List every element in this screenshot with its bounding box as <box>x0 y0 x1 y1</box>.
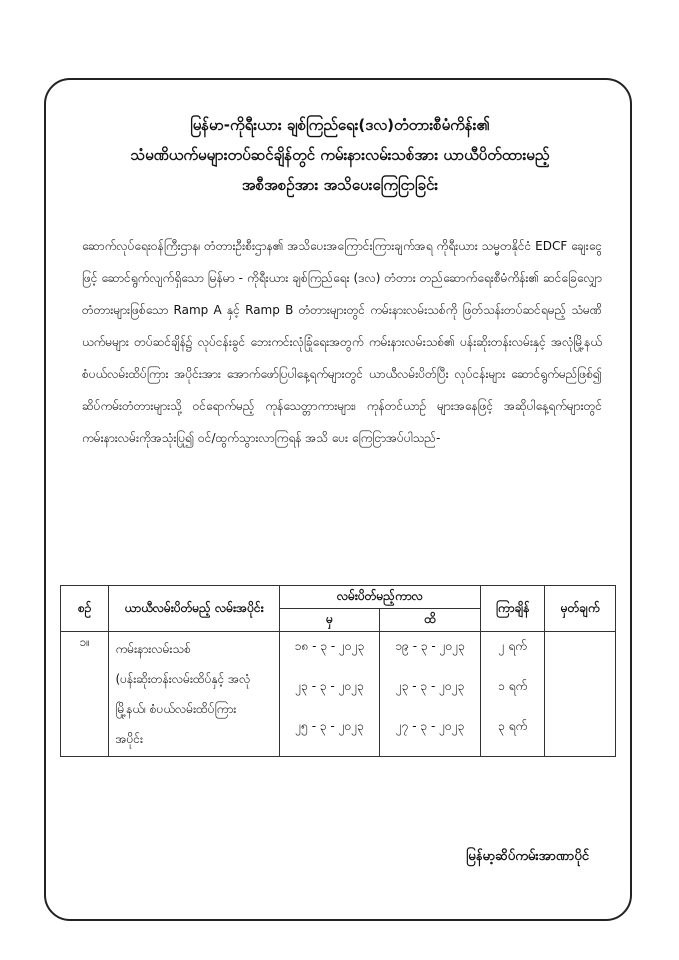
header-from: မှ <box>279 609 380 632</box>
area-line: အပိုင်း <box>115 732 144 746</box>
header-to: ထိ <box>380 609 481 632</box>
issuer-signature: မြန်မာ့ဆိပ်ကမ်းအာဏာပိုင် <box>466 849 589 864</box>
header-remarks: မှတ်ချက် <box>545 586 616 632</box>
area-line: (ပန်းဆိုးတန်းလမ်းထိပ်နှင့် အလုံ <box>115 672 251 686</box>
header-period: လမ်းပိတ်မည့်ကာလ <box>279 586 480 609</box>
to-date: ၂၃ - ၃ - ၂၀၂၃ <box>395 679 465 693</box>
duration: ၁ ရက် <box>498 679 528 693</box>
title-line-1: မြန်မာ-ကိုရီးယား ချစ်ကြည်ရေး(ဒလ)တံတားစီမံကိန်း၏ <box>190 116 490 134</box>
to-date: ၂၇ - ၃ - ၂၀၂၃ <box>395 719 465 733</box>
row-remarks <box>545 632 616 757</box>
header-duration: ကြာချိန် <box>480 586 544 632</box>
row-from-dates <box>279 632 380 757</box>
from-date: ၁၈ - ၃ - ၂၀၂၃ <box>294 639 365 653</box>
to-date: ၁၉ - ၃ - ၂၀၂၃ <box>395 639 465 653</box>
title-line-2: သံမဏိယက်မများတပ်ဆင်ချိန်တွင် ကမ်းနားလမ်းသစ်အား ယာယီပိတ်ထားမည့် <box>130 146 550 164</box>
title-line-3: အစီအစဉ်အား အသိပေးကြေငြာခြင်း <box>241 176 439 194</box>
from-date: ၂၃ - ၃ - ၂၀၂၃ <box>295 679 364 693</box>
header-no: စဉ် <box>61 586 109 632</box>
header-area: ယာယီလမ်းပိတ်မည့် လမ်းအပိုင်း <box>109 586 279 632</box>
notice-title <box>60 110 620 200</box>
notice-body <box>82 230 602 454</box>
row-area <box>109 632 279 757</box>
duration: ၂ ရက် <box>498 639 527 653</box>
row-durations <box>480 632 544 757</box>
area-line: ကမ်းနားလမ်းသစ် <box>115 642 191 656</box>
row-to-dates <box>380 632 481 757</box>
closure-schedule-table <box>60 585 616 757</box>
row-number: ၁။ <box>61 632 109 757</box>
document-border <box>44 78 632 921</box>
body-paragraph: ဆောက်လုပ်ရေးဝန်ကြီးဌာန၊ တံတားဦးစီးဌာန၏ အသိပေးအကြောင်းကြားချက်အရ ကိုရီးယား သမ္မတနိုင်ငံ EDCF ချေးငွေဖြင့် ဆောင်ရွက်လျက်ရှိသော မြန်မာ - ကိုရီးယား ချစ်ကြည်ရေး (ဒလ) တံတား တည်ဆောက်ရေးစီမံကိန်း၏ ဆင်ခြေလျှောတံတားများဖြစ်သော Ramp A နှင့် Ramp B တံတားများတွင် ကမ်းနားလမ်းသစ်ကို ဖြတ်သန်းတပ်ဆင်ရမည့် သံမဏိယက်မများ တပ်ဆင်ချိန်၌ လုပ်ငန်းခွင် ဘေးကင်းလုံခြုံရေးအတွက် ကမ်းနားလမ်းသစ်၏ ပန်းဆိုးတန်းလမ်းနှင့် အလုံမြို့နယ် စံပယ်လမ်းထိပ်ကြား အပိုင်းအား အောက်ဖော်ပြပါနေ့ရက်များတွင် ယာယီလမ်းပိတ်ပြီး လုပ်ငန်းများ ဆောင်ရွက်မည်ဖြစ်၍ ဆိပ်ကမ်းတံတားများသို့ ဝင်ရောက်မည့် ကုန်သေတ္တာကားများ၊ ကုန်တင်ယာဉ် များအနေဖြင့် အဆိုပါနေ့ရက်များတွင် ကမ်းနားလမ်းကိုအသုံးပြု၍ ဝင်/ထွက်သွားလာကြရန် အသိ ပေး ကြေငြာအပ်ပါသည်- <box>82 239 602 445</box>
duration: ၃ ရက် <box>498 719 528 733</box>
area-line: မြို့နယ်၊ စံပယ်လမ်းထိပ်ကြား <box>115 702 237 716</box>
from-date: ၂၅ - ၃ - ၂၀၂၃ <box>295 719 364 733</box>
table-row <box>61 632 616 757</box>
